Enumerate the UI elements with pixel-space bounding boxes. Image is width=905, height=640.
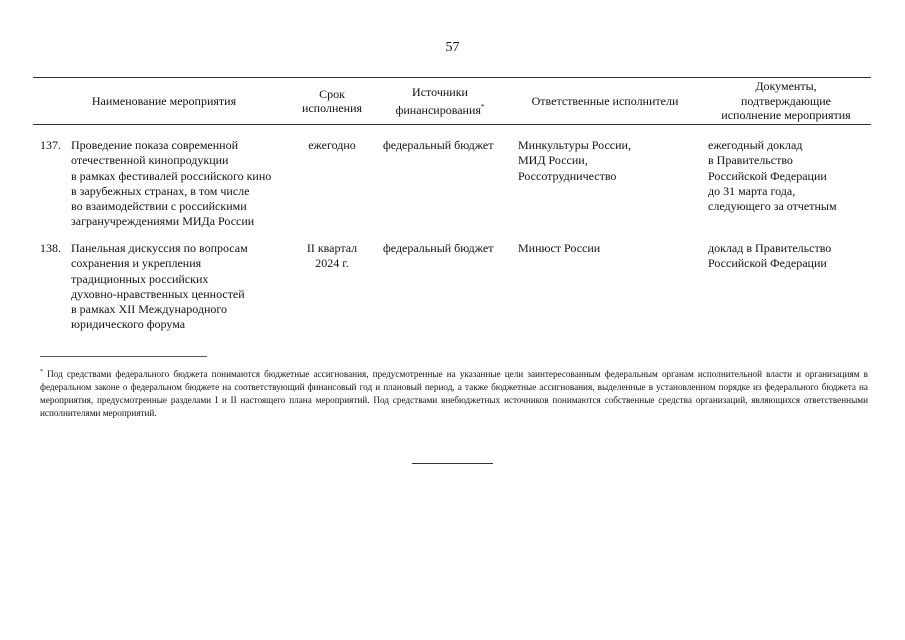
- row-documents: [708, 241, 831, 272]
- header-sources-word: финансирования: [395, 102, 481, 117]
- row-name-line: в рамках XII Международного: [71, 302, 228, 317]
- header-documents: [701, 79, 871, 123]
- header-name-label: Наименование мероприятия: [91, 93, 237, 108]
- row-name-line: загранучреждениями МИДа России: [71, 214, 255, 229]
- footnote-reference-mark: *: [480, 102, 485, 111]
- footnote: [40, 366, 868, 420]
- row-term-line: II квартал: [306, 241, 358, 255]
- row-name-line: отечественной кинопродукции: [71, 153, 229, 168]
- header-sources-line: Источники: [412, 85, 468, 99]
- footnote-mark: *: [40, 369, 43, 375]
- row-name-line: Панельная дискуссия по вопросам: [71, 241, 248, 255]
- page-number: 57: [445, 40, 460, 55]
- row-name-line: Проведение показа современной: [71, 138, 238, 152]
- row-name-line: во взаимодействии с российскими: [71, 199, 247, 214]
- header-name: [33, 79, 295, 123]
- header-documents-line: исполнение мероприятия: [721, 108, 851, 123]
- header-executors: [509, 79, 701, 123]
- row-executors-line: МИД России,: [518, 153, 588, 168]
- row-executors-line: Минюст России: [518, 241, 601, 255]
- header-executors-label: Ответственные исполнители: [531, 93, 679, 108]
- header-term-line: Срок: [319, 86, 345, 101]
- row-documents-line: до 31 марта года,: [708, 183, 796, 198]
- row-term: [295, 241, 369, 272]
- table-top-rule: [33, 77, 871, 78]
- row-name-line: духовно-нравственных ценностей: [71, 286, 245, 301]
- row-sources: федеральный бюджет: [383, 138, 494, 152]
- row-documents-line: в Правительство: [708, 153, 793, 168]
- row-documents: [708, 138, 837, 214]
- row-name-line: в рамках фестивалей российского кино: [71, 168, 272, 183]
- row-name: [71, 241, 248, 333]
- header-documents-line: подтверждающие: [740, 93, 831, 108]
- row-sources: федеральный бюджет: [383, 241, 494, 255]
- row-documents-line: ежегодный доклад: [708, 138, 803, 152]
- header-term: [295, 79, 369, 123]
- header-sources-line: [396, 100, 485, 118]
- row-number: 138.: [40, 241, 61, 255]
- row-documents-line: Российской Федерации: [708, 168, 827, 183]
- footnote-text: Под средствами федерального бюджета понимаются бюджетные ассигнования, предусмотренные на указанные цели заинтересованным федеральным органам исполнительной власти и организациям в федеральном законе о федеральном бюджете на соответствующий финансовый год и плановый период, а также бюджетные ассигнования, выделенные в установленном порядке из федерального бюджета на мероприятия, предусмотренные разделами I и II настоящего плана мероприятий. Под средствами внебюджетных источников понимаются собственные средства организаций, являющихся ответственными исполнителями мероприятий.: [40, 369, 868, 419]
- row-term-line: 2024 г.: [315, 256, 349, 271]
- row-name-line: юридического форума: [71, 317, 186, 332]
- row-executors-line: Россотрудничество: [518, 168, 617, 183]
- row-term: [295, 138, 369, 153]
- row-number: 137.: [40, 138, 61, 152]
- row-name-line: в зарубежных странах, в том числе: [71, 183, 250, 198]
- table-header-rule: [33, 124, 871, 125]
- row-name-line: сохранения и укрепления: [71, 256, 202, 271]
- row-documents-line: следующего за отчетным: [708, 199, 837, 214]
- end-of-document-rule: [412, 463, 493, 464]
- row-documents-line: доклад в Правительство: [708, 241, 832, 255]
- row-executors: [518, 241, 600, 256]
- footnote-separator: [40, 356, 207, 357]
- row-executors-line: Минкультуры России,: [518, 138, 631, 152]
- header-term-line: исполнения: [301, 101, 363, 115]
- row-name-line: традиционных российских: [71, 271, 209, 286]
- row-name: [71, 138, 271, 230]
- header-documents-line: Документы,: [755, 79, 817, 94]
- row-executors: [518, 138, 631, 184]
- row-term-line: ежегодно: [308, 138, 356, 152]
- header-sources: [371, 79, 509, 123]
- row-documents-line: Российской Федерации: [708, 256, 827, 271]
